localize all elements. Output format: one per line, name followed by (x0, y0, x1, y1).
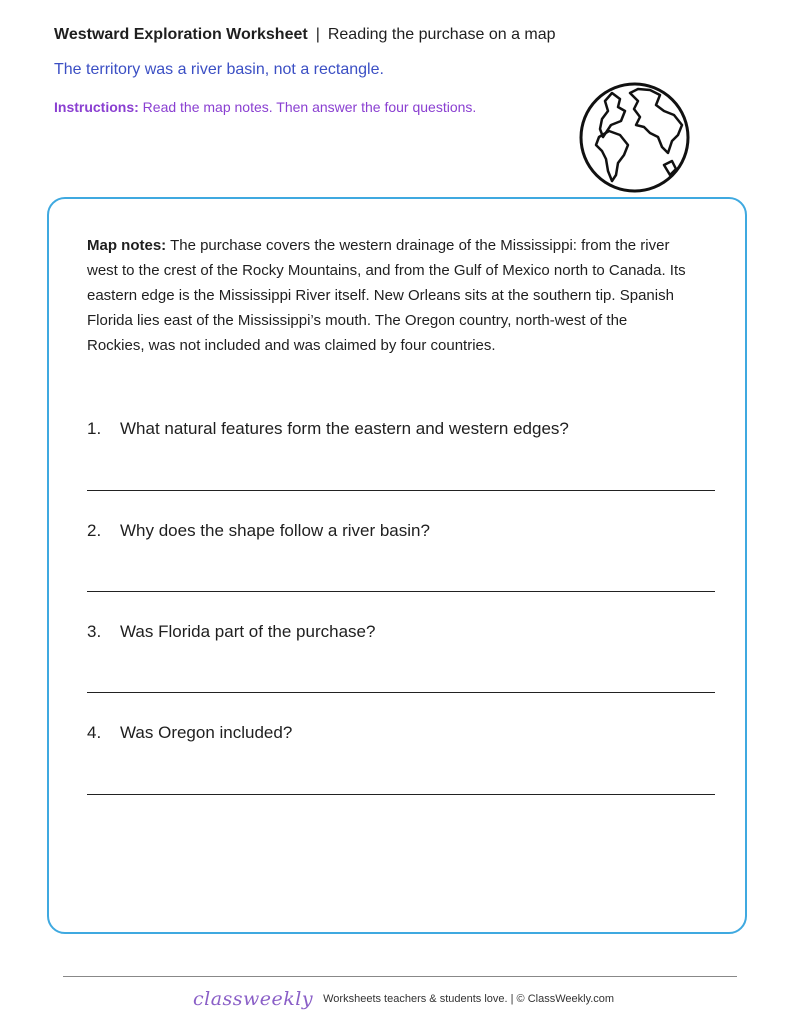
footer (193, 988, 614, 1010)
question-3 (87, 622, 375, 642)
question-4 (87, 723, 292, 743)
answer-line-2[interactable] (87, 591, 715, 592)
question-number: 1. (87, 419, 102, 438)
question-text: What natural features form the eastern and western edges? (120, 419, 569, 438)
globe-icon (578, 81, 691, 194)
instructions (54, 99, 476, 115)
instructions-label: Instructions: (54, 99, 139, 115)
question-2 (87, 521, 430, 541)
instructions-text: Read the map notes. Then answer the four questions. (142, 99, 477, 115)
footer-tagline: Worksheets teachers & students love. | © ClassWeekly.com (323, 993, 615, 1005)
worksheet-topic: Reading the purchase on a map (327, 26, 556, 43)
question-text: Was Oregon included? (120, 723, 293, 742)
answer-line-1[interactable] (87, 490, 715, 491)
map-notes-label: Map notes: (87, 237, 167, 254)
question-text: Was Florida part of the purchase? (120, 622, 376, 641)
answer-line-3[interactable] (87, 692, 715, 693)
map-notes-text: The purchase covers the western drainage of the Mississippi: from the river west to the crest of the Rocky Mountains, and from the Gulf of Mexico north to Canada. Its eastern edge is the Mississippi River itself. New Orleans sits at the southern tip. Spanish Florida lies east of the Mississippi’s mouth. The Oregon country, north-west of the Rockies, was not included and was claimed by four countries. (87, 237, 686, 354)
brand-logo: classweekly (193, 988, 314, 1010)
worksheet-title: Westward Exploration Worksheet (54, 26, 308, 43)
subtitle: The territory was a river basin, not a rectangle. (54, 61, 384, 78)
header-separator: | (315, 26, 320, 43)
question-number: 3. (87, 622, 102, 641)
worksheet-card (47, 197, 747, 934)
question-number: 4. (87, 723, 102, 742)
map-notes (87, 233, 687, 358)
question-number: 2. (87, 521, 102, 540)
question-text: Why does the shape follow a river basin? (120, 521, 430, 540)
question-1 (87, 419, 569, 439)
footer-divider (63, 976, 737, 977)
answer-line-4[interactable] (87, 794, 715, 795)
worksheet-header (54, 26, 556, 44)
